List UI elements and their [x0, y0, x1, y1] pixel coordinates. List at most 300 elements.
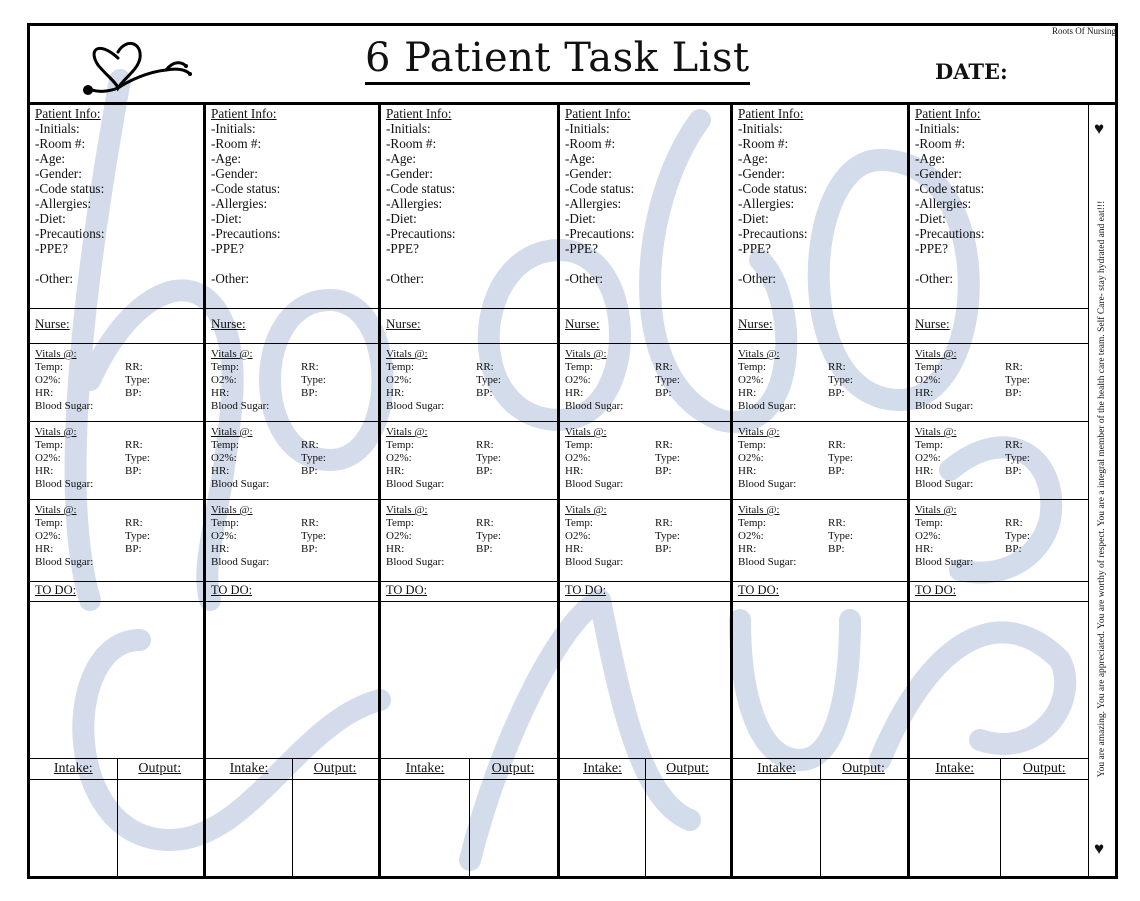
vitals-temp-label: Temp: [738, 361, 766, 373]
vitals-blood-sugar-label: Blood Sugar: [35, 400, 94, 412]
vitals-blood-sugar-label: Blood Sugar: [35, 478, 94, 490]
patient-info-field[interactable]: -PPE? [211, 241, 244, 256]
patient-info-field[interactable]: -Room #: [565, 136, 616, 151]
nurse-section [30, 309, 203, 344]
vitals-row [211, 439, 373, 452]
vitals-row [915, 543, 1084, 556]
heart-icon: ♥ [1094, 119, 1105, 138]
patient-info-field[interactable]: -Room #: [211, 136, 262, 151]
patient-info-field[interactable]: -Age: [211, 151, 242, 166]
vitals-type-label: Type: [655, 374, 680, 386]
vitals-section[interactable] [910, 500, 1089, 582]
vitals-row [565, 517, 725, 530]
patient-info-field[interactable]: -Initials: [915, 121, 960, 136]
vitals-row [35, 517, 198, 530]
vitals-row [35, 439, 198, 452]
vitals-o2-label: O2%: [211, 374, 237, 386]
nurse-section [381, 309, 557, 344]
vitals-hr-label: HR: [211, 543, 230, 555]
vitals-section[interactable] [206, 500, 378, 582]
vitals-row [915, 465, 1084, 478]
vitals-temp-label: Temp: [35, 439, 63, 451]
vitals-blood-sugar-label: Blood Sugar: [35, 556, 94, 568]
patient-info-field[interactable]: -PPE? [738, 241, 771, 256]
vitals-o2-label: O2%: [211, 530, 237, 542]
vitals-header: Vitals @: [738, 348, 780, 360]
vitals-type-label: Type: [1005, 452, 1030, 464]
vitals-type-label: Type: [301, 530, 326, 542]
patient-column-6 [907, 102, 1089, 876]
vitals-blood-sugar-label: Blood Sugar: [211, 478, 270, 490]
todo-section[interactable] [560, 582, 730, 602]
vitals-hr-label: HR: [35, 387, 54, 399]
nurse-label[interactable]: Nurse: [915, 316, 950, 331]
vitals-o2-label: O2%: [738, 374, 764, 386]
vitals-row [915, 374, 1084, 387]
vitals-row [35, 530, 198, 543]
patient-info-field[interactable]: -Allergies: [915, 196, 972, 211]
intake-output-section[interactable] [910, 758, 1089, 877]
vitals-hr-label: HR: [386, 387, 405, 399]
vitals-section[interactable] [910, 344, 1089, 422]
vitals-bp-label: BP: [828, 465, 845, 477]
patient-info-field[interactable]: -PPE? [565, 241, 598, 256]
vitals-blood-sugar-label: Blood Sugar: [565, 478, 624, 490]
patient-info-field[interactable]: -Gender: [211, 166, 258, 181]
vitals-row [565, 543, 725, 556]
patient-info-field[interactable]: -Initials: [211, 121, 256, 136]
vitals-section[interactable] [910, 422, 1089, 500]
todo-label: TO DO: [211, 583, 253, 597]
vitals-row [738, 452, 902, 465]
vitals-section[interactable] [30, 500, 203, 582]
vitals-row [738, 465, 902, 478]
vitals-rr-label: RR: [125, 517, 143, 529]
patient-info-field[interactable]: -Allergies: [386, 196, 443, 211]
vitals-header: Vitals @: [386, 348, 428, 360]
vitals-hr-label: HR: [565, 387, 584, 399]
todo-section[interactable] [910, 582, 1089, 602]
vitals-hr-label: HR: [565, 543, 584, 555]
vitals-row [211, 361, 373, 374]
nurse-label[interactable]: Nurse: [738, 316, 773, 331]
vitals-header: Vitals @: [35, 504, 77, 516]
patient-info-field[interactable]: -Code status: [738, 181, 808, 196]
patient-info-field[interactable]: -PPE? [915, 241, 948, 256]
vitals-rr-label: RR: [301, 361, 319, 373]
output-label: Output: [138, 761, 182, 776]
vitals-header: Vitals @: [211, 504, 253, 516]
vitals-hr-label: HR: [35, 465, 54, 477]
patient-info-spacer [211, 256, 373, 271]
vitals-row [738, 543, 902, 556]
vitals-hr-label: HR: [35, 543, 54, 555]
patient-info-field[interactable]: -Allergies: [565, 196, 622, 211]
vitals-row [915, 387, 1084, 400]
patient-info-spacer [35, 256, 198, 271]
vitals-header: Vitals @: [35, 426, 77, 438]
vitals-hr-label: HR: [915, 543, 934, 555]
patient-info-field[interactable]: -Code status: [35, 181, 105, 196]
vitals-section[interactable] [381, 500, 557, 582]
vitals-temp-label: Temp: [915, 361, 943, 373]
vitals-blood-sugar-label: Blood Sugar: [738, 478, 797, 490]
patient-info-field[interactable]: -Age: [915, 151, 946, 166]
patient-info-field[interactable]: -Diet: [386, 211, 417, 226]
vitals-row [386, 361, 552, 374]
vitals-header: Vitals @: [738, 504, 780, 516]
vitals-header: Vitals @: [915, 426, 957, 438]
vitals-o2-label: O2%: [565, 530, 591, 542]
vitals-row [211, 517, 373, 530]
vitals-section[interactable] [560, 344, 730, 422]
patient-info-section [381, 104, 557, 309]
vitals-section[interactable] [560, 422, 730, 500]
patient-info-section [206, 104, 378, 309]
vitals-row [386, 452, 552, 465]
vitals-row [738, 530, 902, 543]
vitals-hr-label: HR: [738, 465, 757, 477]
patient-info-field[interactable]: -Room #: [386, 136, 437, 151]
patient-column-3 [378, 102, 557, 876]
patient-info-field[interactable]: -Precautions: [565, 226, 635, 241]
todo-label: TO DO: [915, 583, 957, 597]
vitals-header: Vitals @: [565, 504, 607, 516]
intake-label: Intake: [935, 761, 975, 776]
vitals-bp-label: BP: [301, 465, 318, 477]
vitals-bp-label: BP: [301, 543, 318, 555]
patient-info-field[interactable]: -Age: [35, 151, 66, 166]
vitals-rr-label: RR: [125, 439, 143, 451]
patient-info-other[interactable]: -Other: [738, 271, 777, 286]
vitals-header: Vitals @: [915, 348, 957, 360]
todo-label: TO DO: [386, 583, 428, 597]
vitals-hr-label: HR: [386, 465, 405, 477]
todo-label: TO DO: [738, 583, 780, 597]
patient-info-field[interactable]: -Code status: [915, 181, 985, 196]
vitals-temp-label: Temp: [915, 517, 943, 529]
nurse-section [910, 309, 1089, 344]
vitals-row [35, 374, 198, 387]
vitals-blood-sugar-label: Blood Sugar: [211, 400, 270, 412]
patient-info-field[interactable]: -Initials: [35, 121, 80, 136]
vitals-row [35, 361, 198, 374]
vitals-type-label: Type: [125, 452, 150, 464]
vitals-row [565, 439, 725, 452]
vitals-rr-label: RR: [1005, 439, 1023, 451]
vitals-temp-label: Temp: [211, 517, 239, 529]
vitals-rr-label: RR: [1005, 361, 1023, 373]
vitals-o2-label: O2%: [386, 530, 412, 542]
vitals-blood-sugar-label: Blood Sugar: [386, 478, 445, 490]
patient-info-field[interactable]: -Age: [386, 151, 417, 166]
vitals-header: Vitals @: [738, 426, 780, 438]
vitals-type-label: Type: [828, 374, 853, 386]
vitals-blood-sugar-label: Blood Sugar: [565, 556, 624, 568]
vitals-row [386, 387, 552, 400]
patient-info-field[interactable]: -Gender: [386, 166, 433, 181]
patient-info-field[interactable]: -Diet: [211, 211, 242, 226]
date-label: DATE: [935, 59, 1008, 84]
vitals-row [738, 439, 902, 452]
output-label: Output: [1022, 761, 1066, 776]
vitals-header: Vitals @: [915, 504, 957, 516]
vitals-rr-label: RR: [828, 439, 846, 451]
vitals-type-label: Type: [655, 452, 680, 464]
vitals-type-label: Type: [125, 374, 150, 386]
patient-info-field[interactable]: -PPE? [386, 241, 419, 256]
patient-info-header: Patient Info: [35, 106, 101, 121]
vitals-blood-sugar-label: Blood Sugar: [915, 478, 974, 490]
vitals-rr-label: RR: [301, 439, 319, 451]
vitals-hr-label: HR: [738, 387, 757, 399]
vitals-hr-label: HR: [738, 543, 757, 555]
vitals-section[interactable] [733, 344, 907, 422]
vitals-row [915, 361, 1084, 374]
intake-label: Intake: [229, 761, 269, 776]
patient-info-field[interactable]: -Initials: [565, 121, 610, 136]
patient-info-field[interactable]: -Precautions: [35, 226, 105, 241]
vitals-blood-sugar-label: Blood Sugar: [565, 400, 624, 412]
vitals-temp-label: Temp: [565, 517, 593, 529]
vitals-type-label: Type: [125, 530, 150, 542]
vitals-section[interactable] [30, 422, 203, 500]
patient-info-field[interactable]: -Diet: [35, 211, 66, 226]
patient-info-field[interactable]: -Code status: [386, 181, 456, 196]
vitals-o2-label: O2%: [35, 530, 61, 542]
vitals-o2-label: O2%: [386, 374, 412, 386]
vitals-section[interactable] [733, 500, 907, 582]
patient-info-field[interactable]: -Diet: [738, 211, 769, 226]
patient-info-field[interactable]: -Age: [565, 151, 596, 166]
vitals-type-label: Type: [828, 452, 853, 464]
vitals-bp-label: BP: [1005, 465, 1022, 477]
vitals-bp-label: BP: [125, 543, 142, 555]
intake-output-section[interactable] [381, 758, 557, 877]
intake-output-divider [1000, 759, 1001, 877]
patient-info-field[interactable]: -Precautions: [915, 226, 985, 241]
vitals-row [738, 361, 902, 374]
vitals-temp-label: Temp: [386, 439, 414, 451]
patient-info-other[interactable]: -Other: [35, 271, 74, 286]
vitals-bp-label: BP: [301, 387, 318, 399]
vitals-type-label: Type: [301, 452, 326, 464]
intake-label: Intake: [405, 761, 445, 776]
vitals-type-label: Type: [1005, 530, 1030, 542]
intake-output-divider [645, 759, 646, 877]
patient-info-field[interactable]: -Precautions: [211, 226, 281, 241]
vitals-rr-label: RR: [1005, 517, 1023, 529]
vitals-o2-label: O2%: [35, 452, 61, 464]
vitals-section[interactable] [206, 344, 378, 422]
vitals-hr-label: HR: [386, 543, 405, 555]
vitals-section[interactable] [560, 500, 730, 582]
patient-info-section [910, 104, 1089, 309]
vitals-o2-label: O2%: [211, 452, 237, 464]
patient-info-field[interactable]: -Gender: [565, 166, 612, 181]
vitals-row [738, 387, 902, 400]
patient-column-1 [30, 102, 203, 876]
vitals-hr-label: HR: [565, 465, 584, 477]
vitals-hr-label: HR: [915, 465, 934, 477]
todo-label: TO DO: [35, 583, 77, 597]
side-message-text: You are amazing. You are appreciated. You are worthy of respect. You are a integral member of the health care team. Self Care- stay hydrated and eat!!! [1097, 200, 1107, 778]
vitals-bp-label: BP: [1005, 543, 1022, 555]
vitals-row [35, 387, 198, 400]
patient-info-spacer [565, 256, 725, 271]
vitals-row [35, 465, 198, 478]
vitals-o2-label: O2%: [915, 452, 941, 464]
nurse-label[interactable]: Nurse: [386, 316, 421, 331]
vitals-header: Vitals @: [386, 504, 428, 516]
vitals-header: Vitals @: [565, 348, 607, 360]
vitals-temp-label: Temp: [738, 517, 766, 529]
vitals-section[interactable] [381, 344, 557, 422]
vitals-hr-label: HR: [211, 387, 230, 399]
vitals-type-label: Type: [1005, 374, 1030, 386]
todo-section[interactable] [733, 582, 907, 602]
patient-info-other[interactable]: -Other: [565, 271, 604, 286]
vitals-temp-label: Temp: [211, 439, 239, 451]
intake-output-section[interactable] [733, 758, 907, 877]
patient-info-section [733, 104, 907, 309]
patient-info-field[interactable]: -Allergies: [35, 196, 92, 211]
vitals-blood-sugar-label: Blood Sugar: [386, 556, 445, 568]
patient-info-other[interactable]: -Other: [386, 271, 425, 286]
vitals-row [565, 465, 725, 478]
vitals-row [565, 374, 725, 387]
vitals-type-label: Type: [476, 452, 501, 464]
vitals-row [915, 452, 1084, 465]
vitals-o2-label: O2%: [915, 530, 941, 542]
patient-info-field[interactable]: -Allergies: [738, 196, 795, 211]
side-message-strip [1088, 102, 1115, 876]
vitals-row [565, 530, 725, 543]
vitals-blood-sugar-label: Blood Sugar: [915, 556, 974, 568]
patient-info-spacer [915, 256, 1084, 271]
todo-section[interactable] [206, 582, 378, 602]
vitals-blood-sugar-label: Blood Sugar: [915, 400, 974, 412]
vitals-row [565, 387, 725, 400]
vitals-section[interactable] [206, 422, 378, 500]
patient-info-header: Patient Info: [915, 106, 981, 121]
page-title: 6 Patient Task List [365, 36, 750, 85]
patient-info-other[interactable]: -Other: [915, 271, 954, 286]
task-sheet [27, 23, 1118, 879]
brand-credit: Roots Of Nursing [1051, 26, 1116, 36]
vitals-row [386, 543, 552, 556]
vitals-row [386, 530, 552, 543]
vitals-o2-label: O2%: [915, 374, 941, 386]
vitals-row [211, 374, 373, 387]
vitals-blood-sugar-label: Blood Sugar: [738, 400, 797, 412]
patient-info-section [30, 104, 203, 309]
patient-info-field[interactable]: -Initials: [386, 121, 431, 136]
vitals-type-label: Type: [301, 374, 326, 386]
nurse-label[interactable]: Nurse: [35, 316, 70, 331]
vitals-row [35, 543, 198, 556]
patient-info-field[interactable]: -Age: [738, 151, 769, 166]
patient-info-spacer [738, 256, 902, 271]
patient-info-field[interactable]: -Gender: [915, 166, 962, 181]
vitals-row [211, 452, 373, 465]
patient-info-other[interactable]: -Other: [211, 271, 250, 286]
patient-info-field[interactable]: -PPE? [35, 241, 68, 256]
vitals-row [386, 465, 552, 478]
heart-icon: ♥ [1094, 839, 1105, 858]
output-label: Output: [313, 761, 357, 776]
vitals-section[interactable] [381, 422, 557, 500]
patient-info-field[interactable]: -Code status: [211, 181, 281, 196]
vitals-o2-label: O2%: [386, 452, 412, 464]
vitals-row [565, 361, 725, 374]
vitals-bp-label: BP: [828, 387, 845, 399]
vitals-row [738, 374, 902, 387]
vitals-row [915, 439, 1084, 452]
vitals-hr-label: HR: [915, 387, 934, 399]
vitals-blood-sugar-label: Blood Sugar: [386, 400, 445, 412]
vitals-blood-sugar-label: Blood Sugar: [211, 556, 270, 568]
nurse-label[interactable]: Nurse: [211, 316, 246, 331]
patient-info-field[interactable]: -Gender: [35, 166, 82, 181]
vitals-o2-label: O2%: [738, 452, 764, 464]
vitals-section[interactable] [30, 344, 203, 422]
patient-info-field[interactable]: -Code status: [565, 181, 635, 196]
stethoscope-heart-icon [78, 30, 196, 98]
vitals-rr-label: RR: [476, 361, 494, 373]
patient-info-field[interactable]: -Precautions: [386, 226, 456, 241]
vitals-type-label: Type: [828, 530, 853, 542]
intake-output-section[interactable] [560, 758, 730, 877]
vitals-row [211, 530, 373, 543]
vitals-type-label: Type: [655, 530, 680, 542]
intake-output-section[interactable] [206, 758, 378, 877]
vitals-temp-label: Temp: [386, 361, 414, 373]
vitals-rr-label: RR: [655, 361, 673, 373]
patient-info-header: Patient Info: [565, 106, 631, 121]
patient-info-field[interactable]: -Room #: [738, 136, 789, 151]
patient-info-field[interactable]: -Precautions: [738, 226, 808, 241]
patient-info-field[interactable]: -Diet: [565, 211, 596, 226]
vitals-header: Vitals @: [211, 348, 253, 360]
intake-output-divider [820, 759, 821, 877]
vitals-row [211, 465, 373, 478]
patient-info-field[interactable]: -Gender: [738, 166, 785, 181]
vitals-row [386, 439, 552, 452]
vitals-temp-label: Temp: [211, 361, 239, 373]
intake-output-divider [292, 759, 293, 877]
patient-info-field[interactable]: -Allergies: [211, 196, 268, 211]
vitals-temp-label: Temp: [35, 361, 63, 373]
patient-info-header: Patient Info: [211, 106, 277, 121]
todo-section[interactable] [30, 582, 203, 602]
intake-label: Intake: [53, 761, 93, 776]
vitals-section[interactable] [733, 422, 907, 500]
nurse-label[interactable]: Nurse: [565, 316, 600, 331]
intake-output-section[interactable] [30, 758, 203, 877]
patient-info-field[interactable]: -Diet: [915, 211, 946, 226]
vitals-rr-label: RR: [828, 517, 846, 529]
output-label: Output: [491, 761, 535, 776]
patient-info-field[interactable]: -Room #: [915, 136, 966, 151]
patient-info-field[interactable]: -Initials: [738, 121, 783, 136]
vitals-temp-label: Temp: [386, 517, 414, 529]
output-label: Output: [666, 761, 709, 776]
vitals-row [386, 517, 552, 530]
todo-section[interactable] [381, 582, 557, 602]
patient-info-field[interactable]: -Room #: [35, 136, 86, 151]
vitals-bp-label: BP: [476, 465, 493, 477]
